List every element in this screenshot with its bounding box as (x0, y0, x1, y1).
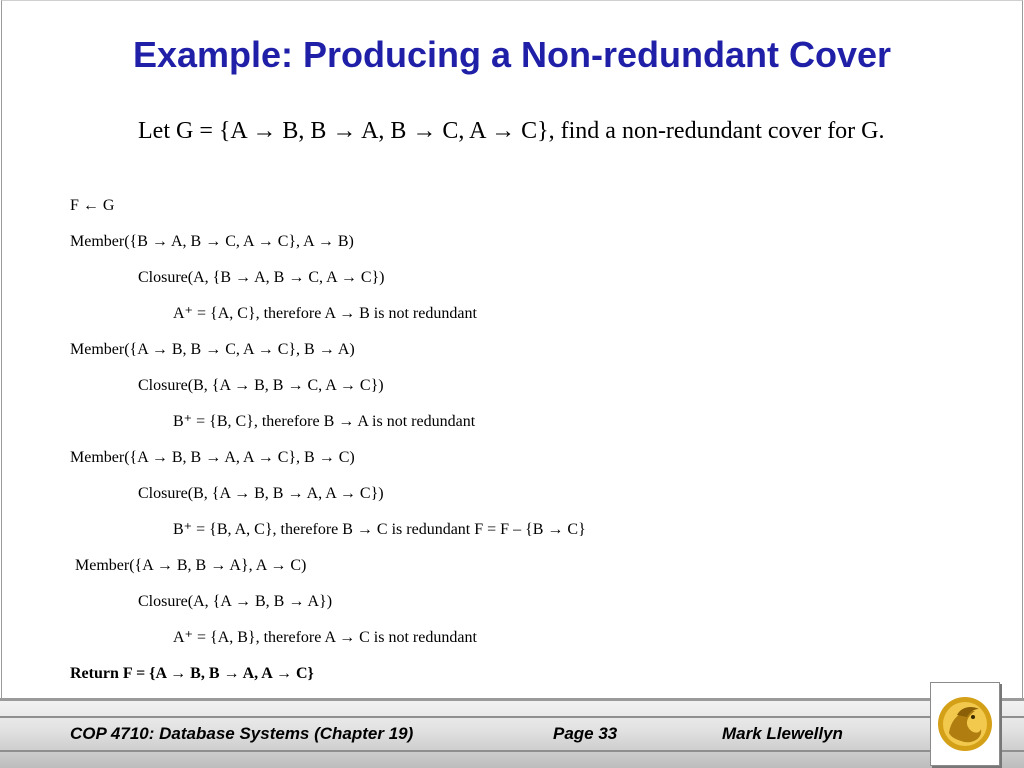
step-closure-4: Closure(A, {A → B, B → A}) (138, 593, 333, 610)
step-return: Return F = {A → B, B → A, A → C} (70, 665, 314, 682)
step-closure-1: Closure(A, {B → A, B → C, A → C}) (138, 269, 385, 286)
footer-top-rule (0, 698, 1024, 701)
footer-upper-line (0, 716, 1024, 718)
step-init: F ← G (70, 197, 115, 214)
pegasus-logo-icon (935, 693, 995, 755)
step-member-4: Member({A → B, B → A}, A → C) (75, 557, 307, 574)
step-closure-2: Closure(B, {A → B, B → C, A → C}) (138, 377, 384, 394)
step-result-2: B⁺ = {B, C}, therefore B → A is not redundant (173, 413, 476, 430)
step-result-4: A⁺ = {A, B}, therefore A → C is not redundant (173, 629, 477, 646)
footer-page-number: Page 33 (553, 724, 618, 743)
logo-box (930, 682, 1000, 766)
step-result-1: A⁺ = {A, C}, therefore A → B is not redundant (173, 305, 477, 322)
footer-author: Mark Llewellyn (722, 724, 843, 743)
step-closure-3: Closure(B, {A → B, B → A, A → C}) (138, 485, 384, 502)
footer-course: COP 4710: Database Systems (Chapter 19) (70, 724, 414, 743)
step-member-1: Member({B → A, B → C, A → C}, A → B) (70, 233, 354, 250)
footer-lower-line (0, 750, 1024, 752)
problem-statement: Let G = {A → B, B → A, B → C, A → C}, find a non-redundant cover for G. (138, 118, 885, 144)
step-result-3: B⁺ = {B, A, C}, therefore B → C is redundant F = F – {B → C} (173, 521, 586, 538)
slide-title: Example: Producing a Non-redundant Cover (132, 34, 892, 75)
step-member-2: Member({A → B, B → C, A → C}, B → A) (70, 341, 355, 358)
step-member-3: Member({A → B, B → A, A → C}, B → C) (70, 449, 355, 466)
